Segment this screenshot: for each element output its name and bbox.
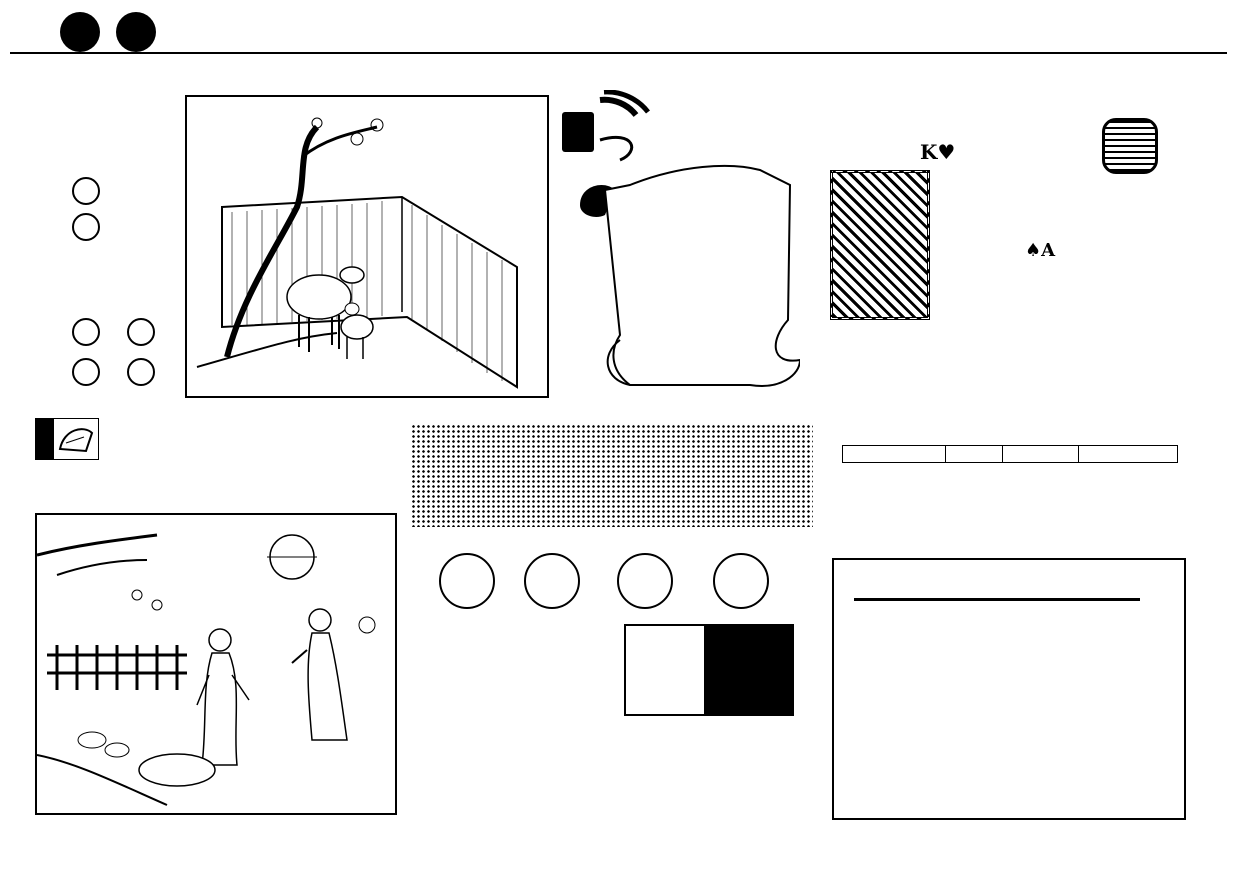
inside-news-banner <box>411 424 813 527</box>
number-ball <box>72 177 100 205</box>
logo-area <box>810 90 1170 350</box>
card-king-mark: K♥ <box>920 140 956 164</box>
scroll-drawing <box>560 90 800 395</box>
special-number <box>626 626 704 714</box>
number-ball <box>127 358 155 386</box>
pick-ball <box>524 553 580 609</box>
special-box <box>624 624 794 716</box>
mark-six-banner-top <box>12 58 1227 78</box>
column-header <box>1079 446 1178 463</box>
column-header <box>843 446 946 463</box>
mark-six-banner-right <box>1213 82 1233 830</box>
region-badge-xiang <box>60 12 100 52</box>
pick-ball <box>617 553 673 609</box>
number-ball <box>72 213 100 241</box>
mark-six-banner-bottom <box>20 832 1220 852</box>
pick-ball <box>439 553 495 609</box>
mark-six-banner-left <box>10 82 30 830</box>
column-header <box>946 446 1003 463</box>
hot-cold-table <box>842 445 1178 463</box>
table-header-row <box>843 446 1178 463</box>
number-ball <box>72 318 100 346</box>
header-rule <box>10 52 1227 54</box>
column-header <box>1003 446 1079 463</box>
region-badge-gang <box>116 12 156 52</box>
couple-drawing <box>37 515 395 813</box>
hint-hand-icon <box>54 419 98 459</box>
sheep-pen-illustration <box>185 95 549 398</box>
card-ace-mark: ♠A <box>1025 240 1056 261</box>
number-ball <box>127 318 155 346</box>
special-label-block <box>704 626 792 714</box>
results-panel <box>832 558 1186 820</box>
couple-illustration <box>35 513 397 815</box>
treasure-map-badge <box>562 112 594 152</box>
treasure-map-area <box>560 90 800 395</box>
playing-card-graphic <box>830 170 930 320</box>
results-title-rule <box>854 598 1140 601</box>
number-ball <box>72 358 100 386</box>
hint-badge-label <box>36 419 54 459</box>
gambler-icon <box>1102 118 1158 174</box>
hint-badge <box>35 418 99 460</box>
pick-ball <box>713 553 769 609</box>
sheep-drawing <box>187 97 547 396</box>
